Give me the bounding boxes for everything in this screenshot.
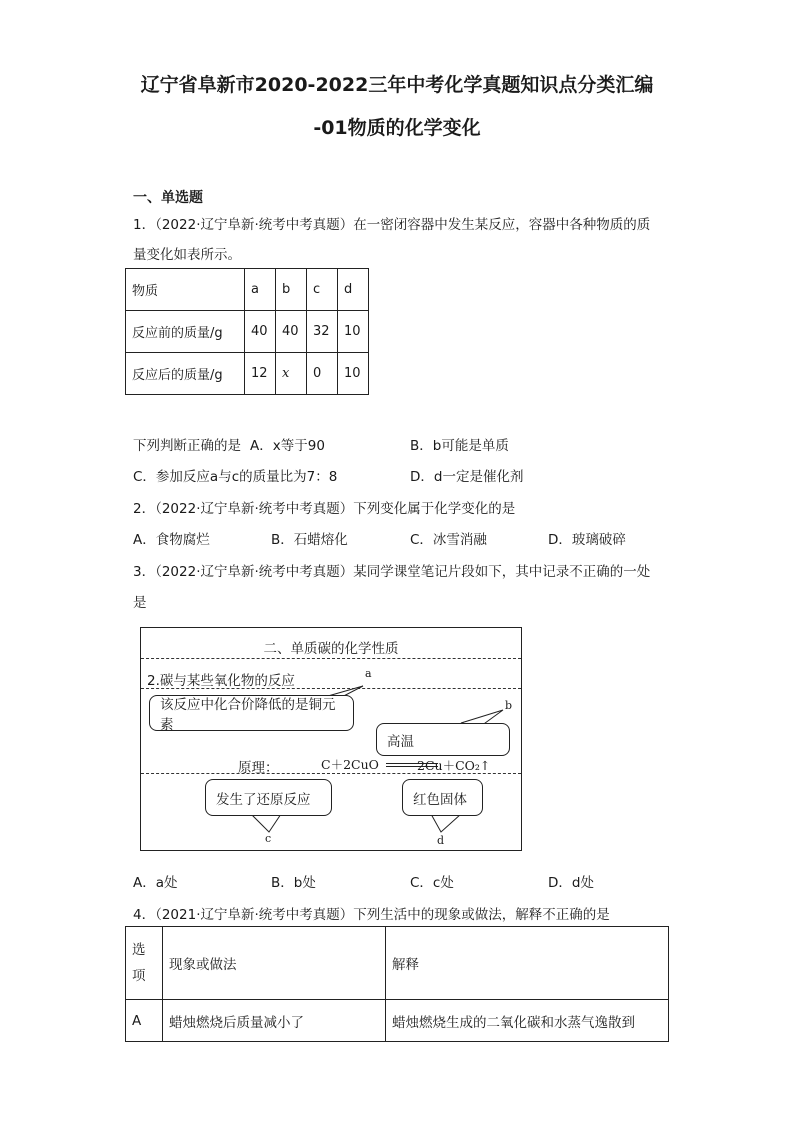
table-cell: A	[126, 1000, 163, 1042]
q1-lead: 下列判断正确的是	[133, 438, 241, 454]
table-cell: 反应后的质量/g	[126, 353, 245, 395]
q3-stem-line2: 是	[133, 595, 147, 611]
table-header-cell: 现象或做法	[163, 927, 386, 1000]
table-cell: x	[276, 353, 307, 395]
callout-label-c: c	[265, 832, 272, 845]
table-header-cell: b	[276, 269, 307, 311]
callout-bubble-a	[149, 695, 354, 731]
q1-option-d[interactable]: D．d一定是催化剂	[410, 469, 524, 485]
callout-bubble-c	[205, 779, 332, 816]
table-cell: 12	[245, 353, 276, 395]
q1-option-b[interactable]: B．b可能是单质	[410, 438, 509, 454]
callout-bubble-b	[376, 723, 510, 756]
q1-stem-line1: 1．（2022·辽宁阜新·统考中考真题）在一密闭容器中发生某反应，容器中各种物质的质	[133, 217, 651, 233]
callout-label-b: b	[505, 699, 513, 712]
table-header-cell: 物质	[126, 269, 245, 311]
table-cell: 0	[307, 353, 338, 395]
q2-option-c[interactable]: C．冰雪消融	[410, 532, 487, 548]
q1-option-a[interactable]: A．x等于90	[250, 438, 325, 454]
q2-option-a[interactable]: A．食物腐烂	[133, 532, 210, 548]
table-header-cell: a	[245, 269, 276, 311]
table-header-cell: c	[307, 269, 338, 311]
q3-option-c[interactable]: C．c处	[410, 875, 454, 891]
callout-bubble-d	[402, 779, 483, 816]
q1-mass-table	[125, 268, 369, 395]
q2-option-b[interactable]: B．石蜡熔化	[271, 532, 348, 548]
callout-label-a: a	[365, 667, 372, 680]
principle-label: 原理：	[238, 760, 279, 776]
table-header-cell: 解释	[386, 927, 669, 1000]
q3-option-a[interactable]: A．a处	[133, 875, 178, 891]
callout-tail-d	[431, 814, 461, 832]
callout-label-d: d	[437, 834, 445, 847]
table-cell: 反应前的质量/g	[126, 311, 245, 353]
q2-stem: 2．（2022·辽宁阜新·统考中考真题）下列变化属于化学变化的是	[133, 501, 516, 517]
q3-option-b[interactable]: B．b处	[271, 875, 316, 891]
table-cell: 10	[338, 311, 369, 353]
table-cell: 蜡烛燃烧后质量减小了	[163, 1000, 386, 1042]
table-cell: 32	[307, 311, 338, 353]
callout-text-a: 该反应中化合价降低的是铜元素	[160, 697, 336, 733]
table-row	[126, 353, 369, 395]
table-row	[126, 1000, 669, 1042]
callout-text-c: 发生了还原反应	[216, 791, 311, 808]
q3-notes-diagram	[140, 627, 522, 851]
callout-text-d: 红色固体	[413, 791, 467, 808]
table-cell: 蜡烛燃烧生成的二氧化碳和水蒸气逸散到	[386, 1000, 669, 1042]
q1-stem-line2: 量变化如表所示。	[133, 247, 241, 263]
q3-option-d[interactable]: D．d处	[548, 875, 594, 891]
table-header-cell: d	[338, 269, 369, 311]
table-row	[126, 311, 369, 353]
section-heading: 一、单选题	[133, 190, 203, 206]
q4-table	[125, 926, 669, 1042]
q1-option-c[interactable]: C．参加反应a与c的质量比为7：8	[133, 469, 338, 485]
q3-stem-line1: 3．（2022·辽宁阜新·统考中考真题）某同学课堂笔记片段如下，其中记录不正确的一处	[133, 564, 651, 580]
document-title-line1: 辽宁省阜新市2020-2022三年中考化学真题知识点分类汇编	[140, 74, 654, 96]
equation-right: 2Cu＋CO₂↑	[417, 758, 491, 773]
q2-option-d[interactable]: D．玻璃破碎	[548, 532, 626, 548]
q4-stem: 4．（2021·辽宁阜新·统考中考真题）下列生活中的现象或做法，解释不正确的是	[133, 907, 610, 923]
table-cell: 40	[245, 311, 276, 353]
diagram-subheading: 2.碳与某些氧化物的反应	[147, 673, 295, 689]
table-cell: 10	[338, 353, 369, 395]
equation-left: C＋2CuO	[321, 757, 379, 772]
callout-text-b: 高温	[387, 733, 414, 750]
document-title-line2: -01物质的化学变化	[313, 117, 481, 139]
table-header-cell: 选项	[126, 927, 163, 1000]
table-row	[126, 927, 669, 1000]
table-cell: 40	[276, 311, 307, 353]
callout-tail-c	[251, 814, 281, 832]
diagram-heading: 二、单质碳的化学性质	[263, 641, 399, 657]
table-row	[126, 269, 369, 311]
